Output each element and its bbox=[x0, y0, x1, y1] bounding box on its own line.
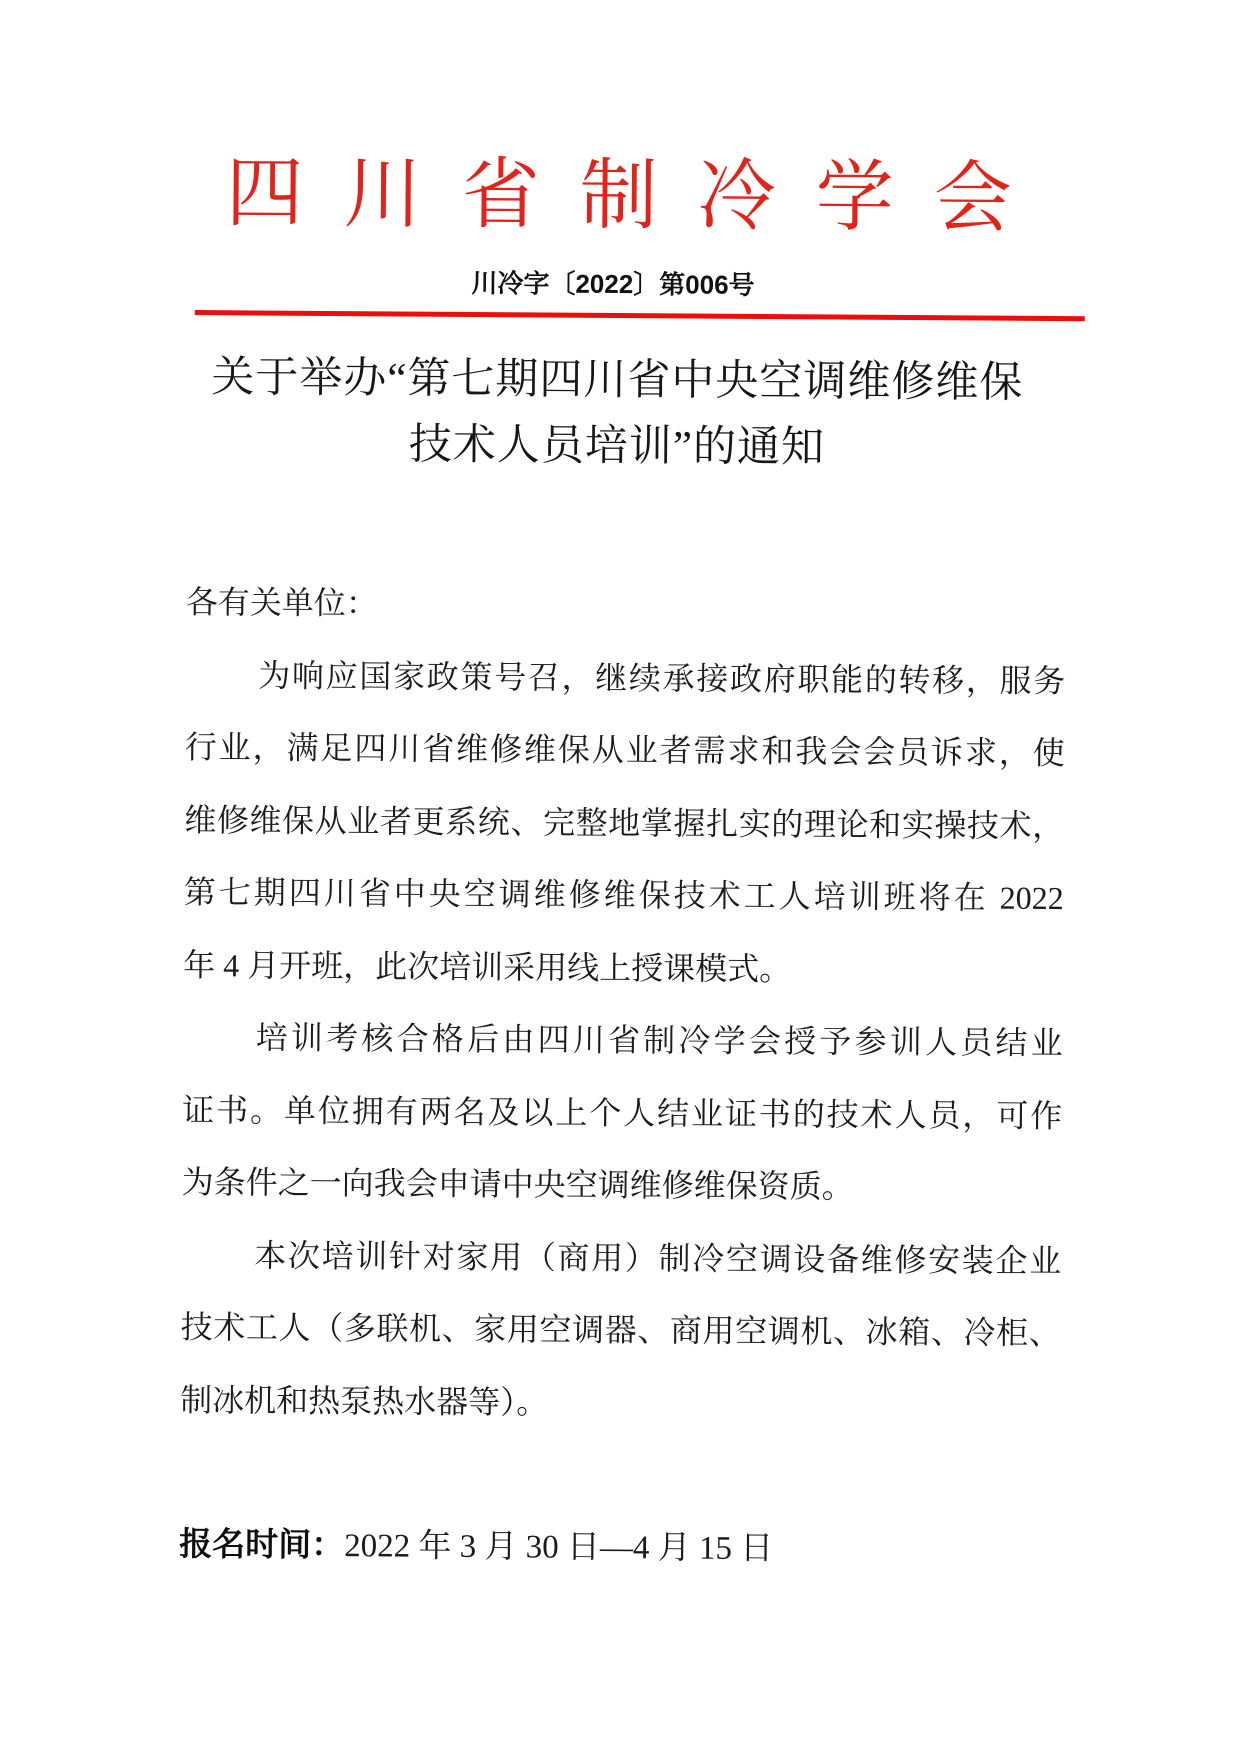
doc-number: 川冷字〔2022〕第006号 bbox=[471, 267, 755, 300]
document-body bbox=[180, 566, 1066, 1442]
notice-title-line1: 关于举办“第七期四川省中央空调维修维保 bbox=[211, 354, 1024, 407]
body-line: 第七期四川省中央空调维修维保技术工人培训班将在 2022 bbox=[183, 873, 1064, 917]
body-line: 为条件之一向我会申请中央空调维修维保资质。 bbox=[181, 1163, 854, 1205]
red-divider-rule bbox=[195, 310, 1085, 321]
body-line: 本次培训针对家用（商用）制冷空调设备维修安装企业 bbox=[254, 1236, 1062, 1279]
body-line: 各有关单位： bbox=[185, 583, 378, 622]
body-line: 证书。单位拥有两名及以上个人结业证书的技术人员，可作 bbox=[182, 1091, 1063, 1134]
org-title: 四川省制冷学会 bbox=[225, 149, 1052, 243]
registration-value: 2022 年 3 月 30 日—4 月 15 日 bbox=[344, 1528, 774, 1568]
notice-title-line2: 技术人员培训”的通知 bbox=[408, 421, 826, 472]
body-line: 行业，满足四川省维修维保从业者需求和我会会员诉求，使 bbox=[184, 728, 1065, 772]
registration-label: 报名时间： bbox=[179, 1524, 345, 1564]
notice-title bbox=[0, 344, 1238, 485]
body-line: 培训考核合格后由四川省制冷学会授予参训人员结业 bbox=[255, 1019, 1063, 1062]
registration-line bbox=[179, 1508, 773, 1585]
body-line: 技术工人（多联机、家用空调器、商用空调机、冰箱、冷柜、 bbox=[180, 1308, 1061, 1352]
body-line: 制冰机和热泵热水器等）。 bbox=[180, 1381, 549, 1421]
body-line: 为响应国家政策号召，继续承接政府职能的转移，服务 bbox=[258, 656, 1066, 699]
body-line: 年 4 月开班，此次培训采用线上授课模式。 bbox=[183, 946, 792, 987]
body-line: 维修维保从业者更系统、完整地掌握扎实的理论和实操技术， bbox=[184, 801, 1065, 844]
